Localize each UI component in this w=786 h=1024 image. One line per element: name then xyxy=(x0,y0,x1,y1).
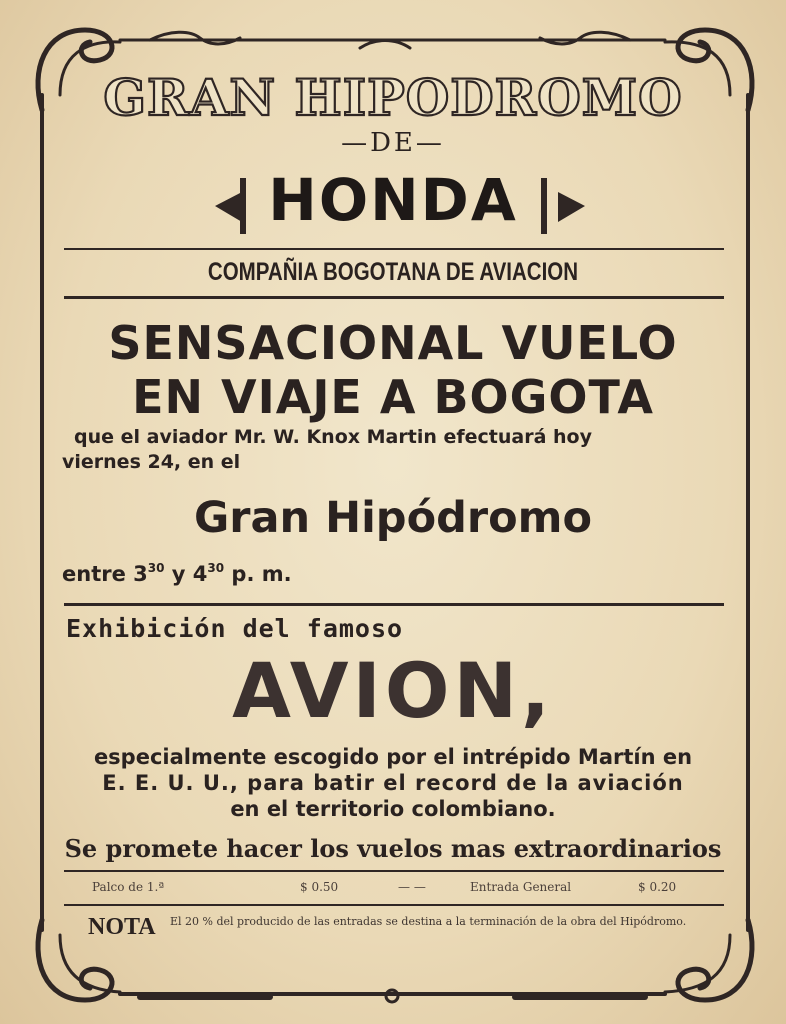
company-name: COMPAÑIA BOGOTANA DE AVIACION xyxy=(207,258,579,286)
price-general-label: Entrada General xyxy=(470,880,572,894)
description-line-3: en el territorio colombiano. xyxy=(230,797,556,821)
divider xyxy=(64,296,724,299)
divider xyxy=(64,603,724,606)
headline-line-1: SENSACIONAL VUELO xyxy=(108,316,678,370)
headline-line-2: EN VIAJE A BOGOTA xyxy=(132,370,654,424)
poster-title: GRAN HIPODROMO xyxy=(103,68,683,127)
time-suffix: p. m. xyxy=(224,562,292,586)
time-minutes-1: 30 xyxy=(147,561,165,575)
nota-text: El 20 % del producido de las entradas se destina a la terminación de la obra del Hipódromo. xyxy=(170,915,687,928)
body-line-1: que el aviador Mr. W. Knox Martin efectuará hoy xyxy=(74,426,592,448)
venue-name: Gran Hipódromo xyxy=(193,493,593,543)
time-minutes-2: 30 xyxy=(207,561,225,575)
time-mid: y 4 xyxy=(164,562,208,586)
divider xyxy=(64,248,724,250)
body-line-2: viernes 24, en el xyxy=(62,451,241,473)
price-general-value: $ 0.20 xyxy=(638,880,677,894)
price-separator: — — xyxy=(398,880,426,894)
title-connector: —DE— xyxy=(341,128,445,158)
avion-headline: AVION, xyxy=(232,646,554,735)
description-line-2: E. E. U. U., para batir el record de la aviación xyxy=(102,771,684,795)
time-prefix: entre 3 xyxy=(62,562,148,586)
price-palco-label: Palco de 1.ª xyxy=(92,880,165,894)
price-palco-value: $ 0.50 xyxy=(300,880,339,894)
divider xyxy=(64,870,724,872)
divider xyxy=(64,904,724,906)
event-time xyxy=(62,561,292,586)
description-line-1: especialmente escogido por el intrépido Martín en xyxy=(93,745,693,769)
nota-label: NOTA xyxy=(88,914,156,940)
city-name: HONDA xyxy=(268,166,518,234)
exhibition-text: Exhibición del famoso xyxy=(66,614,404,643)
promise-text: Se promete hacer los vuelos mas extraordinarios xyxy=(64,834,722,863)
